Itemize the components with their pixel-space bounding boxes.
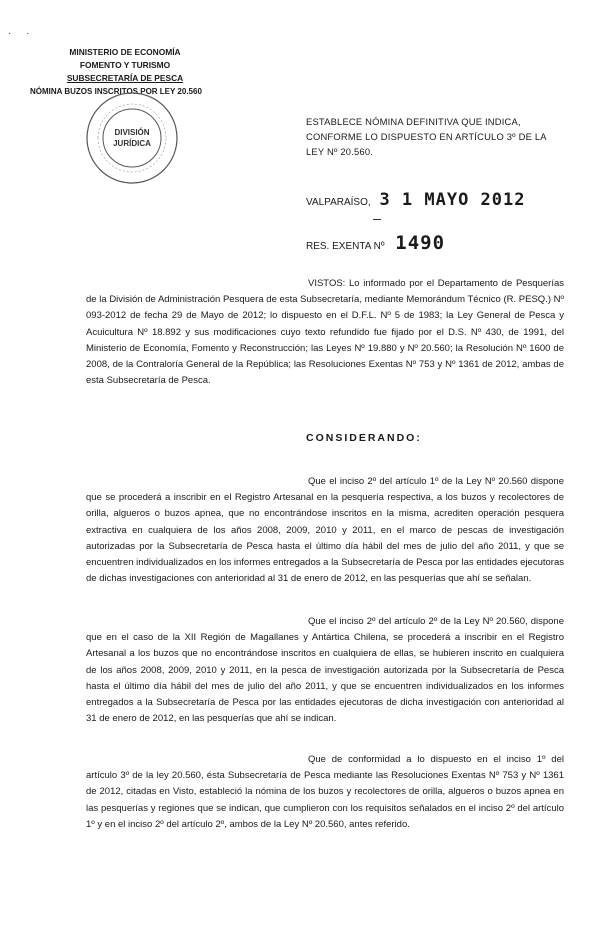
subsecretaria-name: SUBSECRETARÍA DE PESCA [66, 73, 184, 83]
resolution-label: RES. EXENTA Nº [306, 241, 385, 252]
date-stamp: 3 1 MAYO 2012 [379, 190, 526, 210]
considerando-heading: CONSIDERANDO: [306, 432, 422, 444]
resolution-number-value: 1490 [395, 232, 446, 254]
resolution-number [306, 232, 445, 254]
ministry-name: MINISTERIO DE ECONOMÍA [69, 47, 181, 57]
considerando-paragraph-2: Que el inciso 2º del artículo 2º de la Ley Nº 20.560, dispone que en el caso de la XII Región de Magallanes y Antártica Chilena, se procederá a inscribir en el Registro Artesanal a los buzos que no encontrándose inscritos en cualquiera de ellas, se hubieren inscrito en cualquiera de los años 2008, 2009, 2010 y 2011, en la pesca de investigación autorizada por la Subsecretaría de Pesca hasta el último día hábil del mes de julio del año 2011, y que se encuentren individualizados en los informes entregados a la Subsecretaría de Pesca por las entidades ejecutoras de dicha investigación con anterioridad al 31 de enero de 2012, en las pesquerías que ahí se indican. [86, 616, 564, 725]
considerando-paragraph-1: Que el inciso 2º del artículo 1º de la Ley Nº 20.560 dispone que se procederá a inscribir en el Registro Artesanal en la pesquería respectiva, a los buzos y recolectores de orilla, algueros o buzos apnea, que no encontrándose inscritos en la misma, acrediten operación pesquera extractiva en cualquiera de los años 2008, 2009, 2010 y 2011, en el marco de pescas de investigación autorizadas por la Subsecretaría de Pesca hasta el último día hábil del mes de julio del año 2011, y que se encuentren individualizados en los informes entregados a la Subsecretaría de Pesca por las entidades ejecutoras de dichas investigaciones con anterioridad al 31 de enero de 2012, en las pesquerías que ahí se señalan. [86, 476, 564, 585]
dash-mark [373, 219, 381, 220]
division-juridica-seal [84, 90, 180, 186]
place: VALPARAÍSO, [306, 197, 371, 208]
place-and-date [306, 190, 526, 210]
letterhead [40, 46, 210, 85]
ministry-name-2: FOMENTO Y TURISMO [79, 60, 171, 70]
considerando-paragraph-3: Que de conformidad a lo dispuesto en el inciso 1º del artículo 3º de la ley 20.560, ésta Subsecretaría de Pesca mediante las Resoluciones Exentas Nº 753 y Nº 1361 de 2012, citadas en Visto, estableció la nómina de los buzos y recolectores de orilla, algueros o buzos apnea en las pesquerías y regiones que se indican, que cumplieron con los requisitos señalados en el inciso 2º del artículo 1º y en el inciso 2º del artículo 2º, ambos de la Ley Nº 20.560, antes referido. [86, 754, 564, 830]
seal-text-line-1: DIVISIÓN [114, 128, 150, 137]
reference-line: NÓMINA BUZOS INSCRITOS POR LEY 20.560 [30, 87, 202, 96]
resolution-subject: ESTABLECE NÓMINA DEFINITIVA QUE INDICA, CONFORME LO DISPUESTO EN ARTÍCULO 3º DE LA LEY Nº 20.560. [306, 116, 547, 157]
corner-mark: · · [8, 28, 36, 39]
seal-text-line-2: JURÍDICA [113, 139, 151, 148]
vistos-paragraph: VISTOS: Lo informado por el Departamento de Pesquerías de la División de Administración Pesquera de esta Subsecretaría, mediante Memorándum Técnico (R. PESQ.) Nº 093-2012 de fecha 29 de Mayo de 2012; lo dispuesto en el D.F.L. Nº 5 de 1983; la Ley General de Pesca y Acuicultura Nº 18.892 y sus modificaciones cuyo texto refundido fue fijado por el D.S. Nº 430, de 1991, del Ministerio de Economía, Fomento y Reconstrucción; las Leyes Nº 19.880 y Nº 20.560; la Resolución Nº 1600 de 2008, de la Contraloría General de la República; las Resoluciones Exentas Nº 753 y Nº 1361 de 2012, ambas de esta Subsecretaría de Pesca. [86, 278, 564, 387]
